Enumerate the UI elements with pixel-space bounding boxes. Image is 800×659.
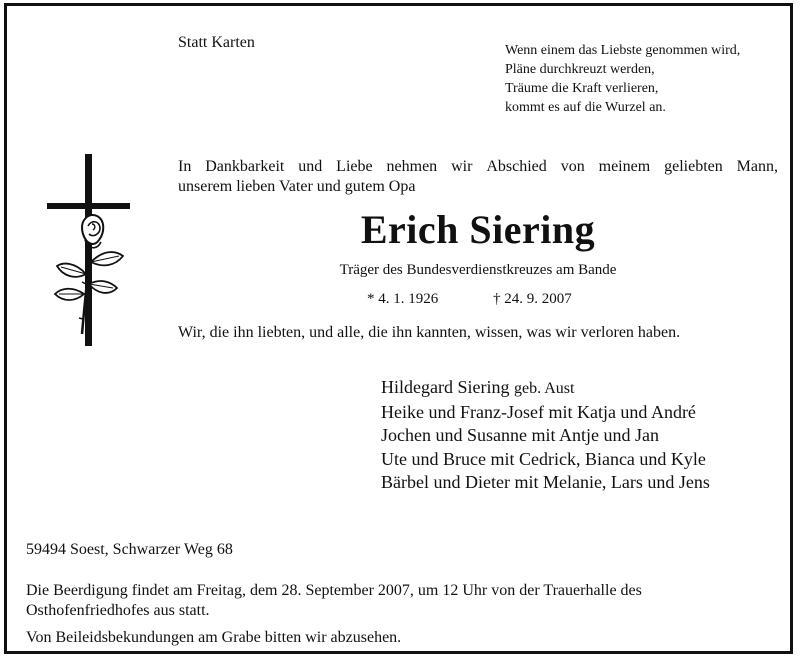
- mourners-list: [381, 376, 710, 495]
- funeral-line: Osthofenfriedhofes aus statt.: [26, 602, 210, 619]
- death-date: † 24. 9. 2007: [493, 291, 572, 307]
- poem-line: Wenn einem das Liebste genommen wird,: [505, 43, 741, 58]
- poem-line: kommt es auf die Wurzel an.: [505, 100, 666, 115]
- mourner-family: Ute und Bruce mit Cedrick, Bianca und Kyle: [381, 448, 706, 469]
- intro-word: meinem: [598, 158, 651, 175]
- intro-word: Abschied: [486, 158, 547, 175]
- mourner-family: Heike und Franz-Josef mit Katja und André: [381, 401, 696, 422]
- widow-maiden-name: geb. Aust: [513, 380, 575, 397]
- loss-statement: Wir, die ihn liebten, und alle, die ihn kannten, wissen, was wir verloren haben.: [178, 324, 681, 341]
- statt-karten-label: Statt Karten: [178, 34, 255, 51]
- intro-word: wir: [451, 158, 473, 175]
- address: 59494 Soest, Schwarzer Weg 68: [26, 541, 233, 558]
- poem: [505, 41, 740, 117]
- deceased-name: Erich Siering: [360, 207, 596, 252]
- intro-line-2: unserem lieben Vater und gutem Opa: [178, 178, 416, 195]
- mourner-widow: [381, 376, 710, 401]
- intro-word: von: [560, 158, 585, 175]
- intro-word: Dankbarkeit: [205, 158, 285, 175]
- funeral-line: Die Beerdigung findet am Freitag, dem 28. September 2007, um 12 Uhr von der Trauerhalle des: [26, 582, 642, 599]
- intro-line-1: [178, 157, 778, 177]
- widow-name: Hildegard Siering: [381, 377, 510, 397]
- intro-word: Liebe: [336, 158, 373, 175]
- intro-word: nehmen: [386, 158, 438, 175]
- poem-line: Träume die Kraft verlieren,: [505, 81, 659, 96]
- deceased-award: Träger des Bundesverdienstkreuzes am Bande: [339, 262, 617, 278]
- funeral-info: [26, 581, 642, 621]
- intro-text: [178, 157, 778, 197]
- obituary-notice: [4, 3, 793, 654]
- intro-word: und: [298, 158, 323, 175]
- intro-word: geliebten: [664, 158, 723, 175]
- mourner-family: Jochen und Susanne mit Antje und Jan: [381, 425, 659, 445]
- birth-date: * 4. 1. 1926: [367, 291, 439, 307]
- poem-line: Pläne durchkreuzt werden,: [505, 62, 655, 77]
- mourner-family: Bärbel und Dieter mit Melanie, Lars und Jens: [381, 472, 710, 492]
- condolences-note: Von Beileidsbekundungen am Grabe bitten wir abzusehen.: [26, 629, 402, 646]
- intro-word: In: [178, 158, 192, 175]
- intro-word: Mann,: [736, 158, 778, 175]
